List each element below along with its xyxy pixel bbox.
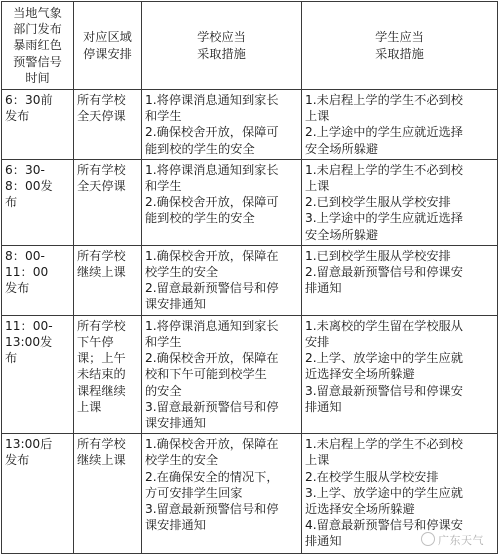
school-measures-cell	[142, 315, 302, 433]
cell-text: 1.未启程上学的学生不必到校 上课 2.在校学生服从学校安排 3.上学、放学途中的学生应就 近选择安全场所躲避 4.留意最新预警信号和停课安 排通知	[305, 437, 463, 549]
student-measures-cell	[302, 90, 498, 160]
school-measures-cell	[142, 90, 302, 160]
table-row	[2, 245, 498, 315]
cell-text: 所有学校 下午停 课；上午 未结束的 课程继续 上课	[77, 318, 126, 414]
cell-text: 1.确保校舍开放，保障在 校学生的安全 2.留意最新预警信号和停 课安排通知	[145, 248, 279, 312]
rainstorm-warning-table	[1, 1, 498, 554]
arrangement-cell	[74, 245, 142, 315]
arrangement-cell	[74, 315, 142, 433]
time-cell	[2, 315, 74, 433]
arrangement-cell	[74, 159, 142, 245]
header-cell-school-measures: 学校应当 采取措施	[142, 2, 302, 90]
arrangement-cell	[74, 434, 142, 554]
header-cell-arrangement: 对应区域 停课安排	[74, 2, 142, 90]
cell-text: 1.已到校学生服从学校安排 2.留意最新预警信号和停课安 排通知	[305, 248, 463, 296]
cell-text: 1.将停课消息通知到家长 和学生 2.确保校舍开放，保障可 能到校的学生的安全	[145, 93, 279, 156]
cell-text: 1.未离校的学生留在学校服从 安排 2.上学、放学途中的学生应就 近选择安全场所躲避 3.留意最新预警信号和停课安 排通知	[305, 318, 463, 414]
watermark: 广东天气	[421, 532, 484, 548]
header-row	[2, 2, 498, 90]
cell-text: 所有学校 全天停课	[77, 162, 126, 194]
document-page	[1, 1, 498, 554]
student-measures-cell	[302, 315, 498, 433]
arrangement-cell	[74, 90, 142, 160]
time-cell	[2, 90, 74, 160]
wechat-icon	[421, 532, 435, 546]
school-measures-cell	[142, 434, 302, 554]
table-row	[2, 315, 498, 433]
cell-text: 所有学校 继续上课	[77, 248, 126, 280]
cell-text: 13:00后 发布	[5, 437, 53, 468]
header-cell-time: 当地气象 部门发布 暴雨红色 预警信号 时间	[2, 2, 74, 90]
cell-text: 所有学校 全天停课	[77, 93, 126, 124]
school-measures-cell	[142, 159, 302, 245]
header-cell-student-measures: 学生应当 采取措施	[302, 2, 498, 90]
cell-text: 1.将停课消息通知到家长 和学生 2.确保校舍开放，保障在 校和下午可能到校学生 的安全 3.留意最新预警信号和停 课安排通知	[145, 318, 279, 431]
school-measures-cell	[142, 245, 302, 315]
cell-text: 1.确保校舍开放，保障在 校学生的安全 2.在确保安全的情况下， 方可安排学生回家 3.留意最新预警信号和停 课安排通知	[145, 437, 279, 533]
cell-text: 1.未启程上学的学生不必到校 上课 2.上学途中的学生应就近选择 安全场所躲避	[305, 93, 463, 156]
table-row	[2, 159, 498, 245]
cell-text: 11：00- 13:00发 布	[5, 318, 53, 366]
time-cell	[2, 245, 74, 315]
cell-text: 1.未启程上学的学生不必到校 上课 2.已到校学生服从学校安排 3.上学途中的学生应就近选择 安全场所躲避	[305, 162, 463, 242]
cell-text: 6：30前 发布	[5, 93, 53, 124]
student-measures-cell	[302, 159, 498, 245]
student-measures-cell	[302, 245, 498, 315]
cell-text: 1.将停课消息通知到家长 和学生 2.确保校舍开放，保障可 能到校的学生的安全	[145, 162, 279, 226]
time-cell	[2, 434, 74, 554]
cell-text: 8：00- 11：00 发布	[5, 248, 49, 296]
cell-text: 所有学校 继续上课	[77, 437, 126, 468]
time-cell	[2, 159, 74, 245]
cell-text: 6：30- 8：00发 布	[5, 162, 53, 210]
table-row	[2, 90, 498, 160]
